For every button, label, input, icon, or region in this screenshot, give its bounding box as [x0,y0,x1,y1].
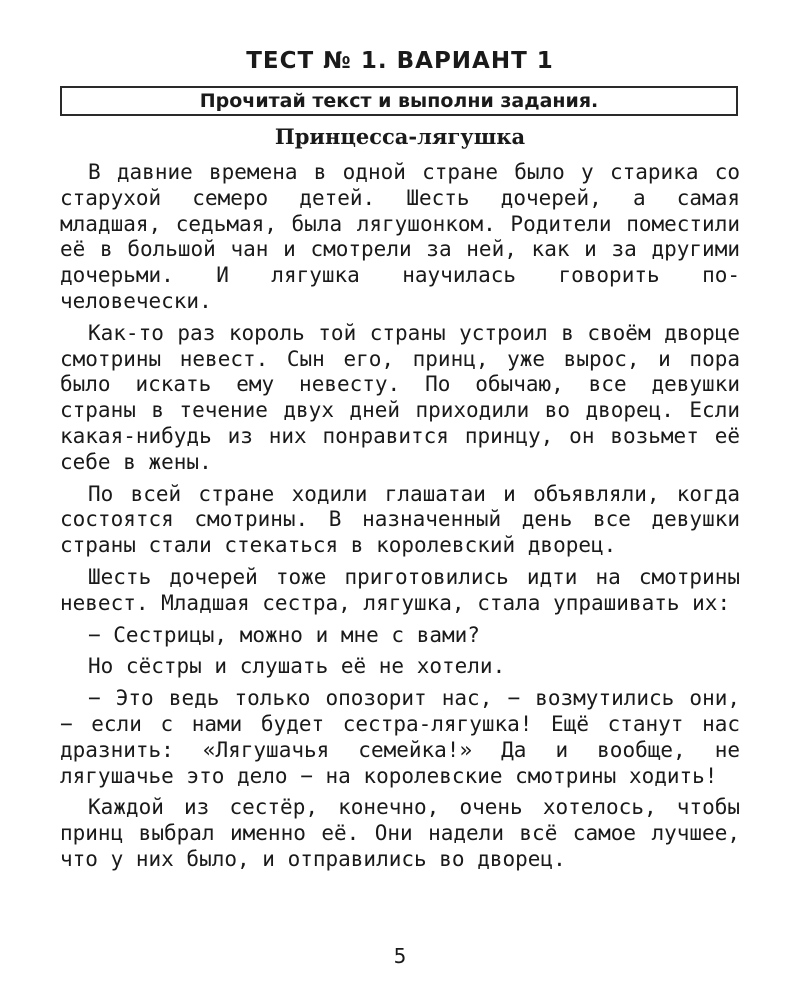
story-title: Принцесса-лягушка [274,124,526,149]
story-paragraph: − Сестрицы, можно и мне с вами? [88,622,480,647]
story-paragraph: По всей стране ходили глашатаи и объявляли, когда состоятся смотрины. В назначенный день все девушки страны стали стекаться в королевский дворец. [60,481,740,558]
story-paragraph: Как-то раз король той страны устроил в своём дворце смотрины невест. Сын его, принц, уже вырос, и пора было искать ему невесту. По обычаю, все девушки страны в течение двух дней приходили во дворец. Если какая-нибудь из них понравится принцу, он возьмет её себе в жены. [60,320,740,474]
page-number: 5 [393,944,407,968]
story-paragraph: Шесть дочерей тоже приготовились идти на смотрины невест. Младшая сестра, лягушка, стала упрашивать их: [60,564,740,615]
story-paragraph: Каждой из сестёр, конечно, очень хотелось, чтобы принц выбрал именно её. Они надели всё самое лучшее, что у них было, и отправились во дворец. [60,795,740,871]
story-paragraph: − Это ведь только опозорит нас, − возмутились они, − если с нами будет сестра-лягушка! Ещё станут нас дразнить: «Лягушачья семейка!» Да и вообще, не лягушачье это дело − на королевские смотрины ходить! [60,686,740,788]
story-paragraph: Но сёстры и слушать её не хотели. [88,654,506,679]
test-title: ТЕСТ № 1. ВАРИАНТ 1 [246,48,554,74]
story-text [60,160,740,879]
story-paragraph: В давние времена в одной стране было у старика со старухой семеро детей. Шесть дочерей, а самая младшая, седьмая, была лягушонком. Родители поместили её в большой чан и смотрели за ней, как и за другими дочерьми. И лягушка научилась говорить по-человечески. [60,160,740,313]
instruction-box: Прочитай текст и выполни задания. [60,86,738,116]
